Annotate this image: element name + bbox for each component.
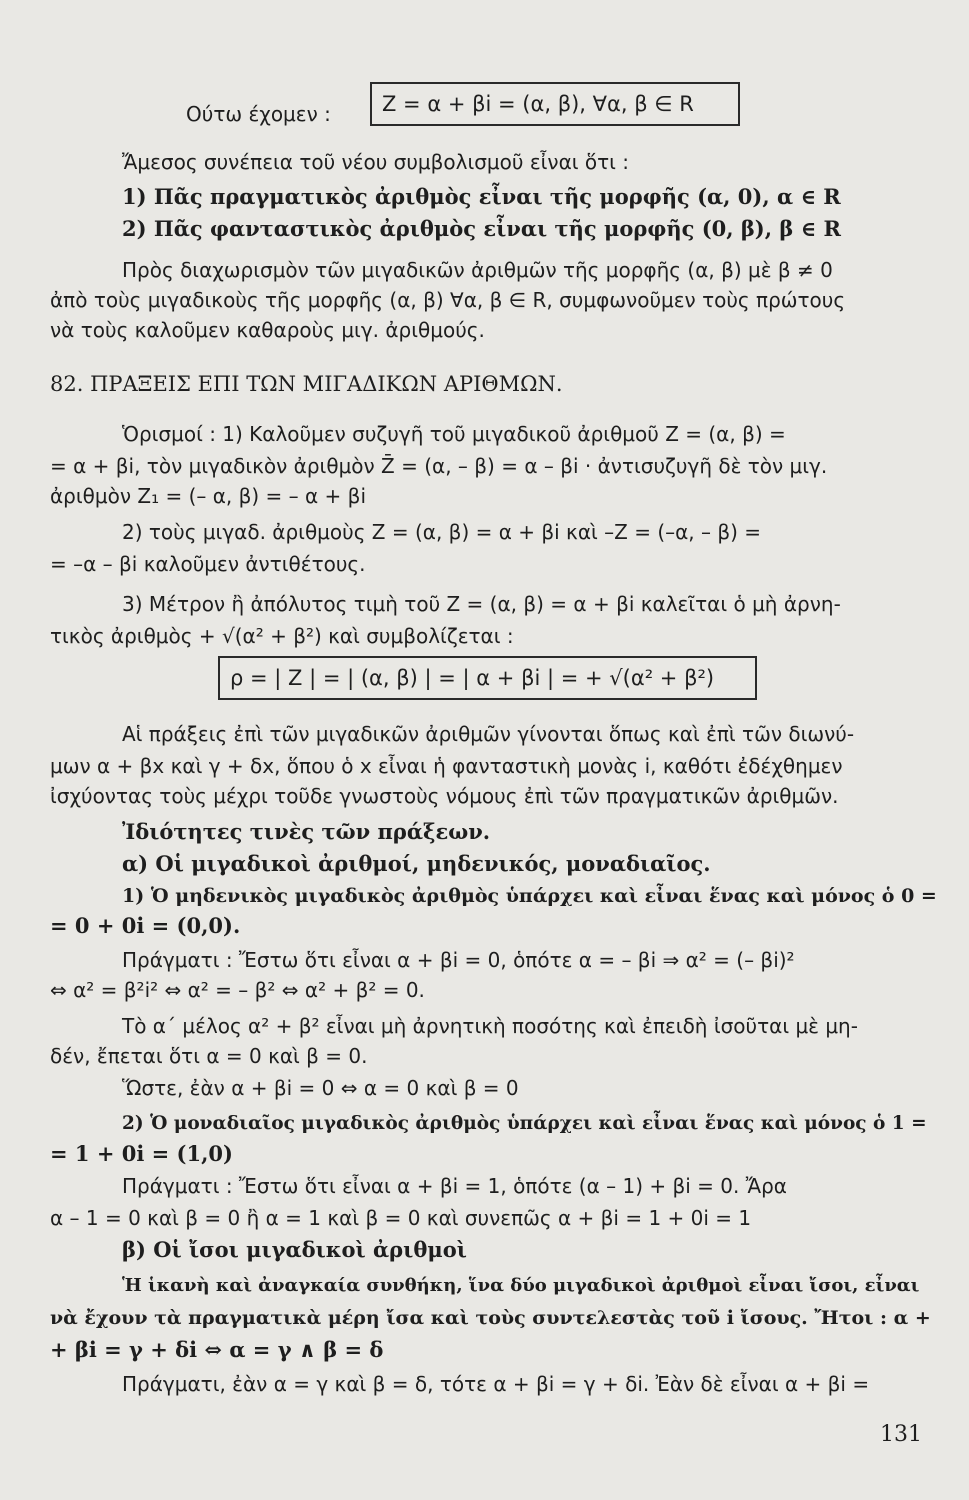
text-line: 1) Ὁ μηδενικὸς μιγαδικὸς ἀριθμὸς ὑπάρχει καὶ εἶναι ἕνας καὶ μόνος ὁ 0 = <box>122 885 937 907</box>
text-line: ἀπὸ τοὺς μιγαδικοὺς τῆς μορφῆς (α, β) ∀α, β ∈ R, συμφωνοῦμεν τοὺς πρώτους <box>50 288 846 312</box>
text-line: 2) Πᾶς φανταστικὸς ἀριθμὸς εἶναι τῆς μορφῆς (0, β), β ∈ R <box>122 216 841 241</box>
text-line: μων α + βx καὶ γ + δx, ὅπου ὁ x εἶναι ἡ φανταστικὴ μονὰς i, καθότι ἐδέχθημεν <box>50 754 843 778</box>
text-line: = 0 + 0i = (0,0). <box>50 913 241 938</box>
text-line: α) Οἱ μιγαδικοὶ ἀριθμοί, μηδενικός, μοναδιαῖος. <box>122 851 711 876</box>
text-line: 1) Πᾶς πραγματικὸς ἀριθμὸς εἶναι τῆς μορφῆς (α, 0), α ∈ R <box>122 184 841 209</box>
text-line: Ὁρισμοί : 1) Καλοῦμεν συζυγῆ τοῦ μιγαδικοῦ ἀριθμοῦ Z = (α, β) = <box>122 422 786 446</box>
text-line: Πράγματι, ἐὰν α = γ καὶ β = δ, τότε α + βi = γ + δi. Ἐὰν δὲ εἶναι α + βi = <box>122 1372 870 1396</box>
text-line: νὰ τοὺς καλοῦμεν καθαροὺς μιγ. ἀριθμούς. <box>50 318 485 342</box>
text-line: β) Οἱ ἴσοι μιγαδικοὶ ἀριθμοὶ <box>122 1237 467 1262</box>
text-line: 3) Μέτρον ἢ ἀπόλυτος τιμὴ τοῦ Z = (α, β) = α + βi καλεῖται ὁ μὴ ἀρνη- <box>122 592 841 616</box>
text-line: Ὥστε, ἐὰν α + βi = 0 ⇔ α = 0 καὶ β = 0 <box>122 1076 519 1100</box>
text-line: Πρὸς διαχωρισμὸν τῶν μιγαδικῶν ἀριθμῶν τῆς μορφῆς (α, β) μὲ β ≠ 0 <box>122 258 833 282</box>
text-line: = α + βi, τὸν μιγαδικὸν ἀριθμὸν Z̄ = (α, – β) = α – βi · ἀντισυζυγῆ δὲ τὸν μιγ. <box>50 454 828 478</box>
modulus-formula-box: ρ = | Z | = | (α, β) | = | α + βi | = + √(α² + β²) <box>218 656 757 700</box>
text-line: νὰ ἔχουν τὰ πραγματικὰ μέρη ἴσα καὶ τοὺς συντελεστὰς τοῦ i ἴσους. Ἤτοι : α + <box>50 1307 931 1329</box>
text-line: δέν, ἔπεται ὅτι α = 0 καὶ β = 0. <box>50 1044 368 1068</box>
text-line: + βi = γ + δi ⇔ α = γ ∧ β = δ <box>50 1337 384 1362</box>
text-line: τικὸς ἀριθμὸς + √(α² + β²) καὶ συμβολίζεται : <box>50 624 514 648</box>
text-line: α – 1 = 0 καὶ β = 0 ἢ α = 1 καὶ β = 0 καὶ συνεπῶς α + βi = 1 + 0i = 1 <box>50 1206 752 1230</box>
text-line: ἀριθμὸν Z₁ = (– α, β) = – α + βi <box>50 484 366 508</box>
text-line: Ἄμεσος συνέπεια τοῦ νέου συμβολισμοῦ εἶναι ὅτι : <box>122 150 630 174</box>
text-line: Ούτω έχομεν : <box>186 102 331 126</box>
text-line: Αἱ πράξεις ἐπὶ τῶν μιγαδικῶν ἀριθμῶν γίνονται ὅπως καὶ ἐπὶ τῶν διωνύ- <box>122 722 855 746</box>
text-line: 82. ΠΡΑΞΕΙΣ ΕΠΙ ΤΩΝ ΜΙΓΑΔΙΚΩΝ ΑΡΙΘΜΩΝ. <box>50 372 563 396</box>
text-line: Ἰδιότητες τινὲς τῶν πράξεων. <box>122 819 491 844</box>
definition-box: Z = α + βi = (α, β), ∀α, β ∈ R <box>370 82 740 126</box>
text-line: Πράγματι : Ἔστω ὅτι εἶναι α + βi = 1, ὁπότε (α – 1) + βi = 0. Ἄρα <box>122 1174 787 1198</box>
text-line: ⇔ α² = β²i² ⇔ α² = – β² ⇔ α² + β² = 0. <box>50 978 425 1002</box>
page-number: 131 <box>880 1422 922 1447</box>
text-line: Ἡ ἱκανὴ καὶ ἀναγκαία συνθήκη, ἵνα δύο μιγαδικοὶ ἀριθμοὶ εἶναι ἴσοι, εἶναι <box>122 1275 920 1296</box>
text-line: Τὸ α΄ μέλος α² + β² εἶναι μὴ ἀρνητικὴ ποσότης καὶ ἐπειδὴ ἰσοῦται μὲ μη- <box>122 1014 858 1038</box>
text-line: = –α – βi καλοῦμεν ἀντιθέτους. <box>50 552 366 576</box>
text-line: 2) τοὺς μιγαδ. ἀριθμοὺς Z = (α, β) = α + βi καὶ –Z = (–α, – β) = <box>122 520 762 544</box>
text-line: 2) Ὁ μοναδιαῖος μιγαδικὸς ἀριθμὸς ὑπάρχει καὶ εἶναι ἕνας καὶ μόνος ὁ 1 = <box>122 1113 927 1134</box>
text-line: Πράγματι : Ἔστω ὅτι εἶναι α + βi = 0, ὁπότε α = – βi ⇒ α² = (– βi)² <box>122 948 795 972</box>
text-line: = 1 + 0i = (1,0) <box>50 1141 233 1166</box>
text-line: ἰσχύοντας τοὺς μέχρι τοῦδε γνωστοὺς νόμους ἐπὶ τῶν πραγματικῶν ἀριθμῶν. <box>50 784 839 808</box>
